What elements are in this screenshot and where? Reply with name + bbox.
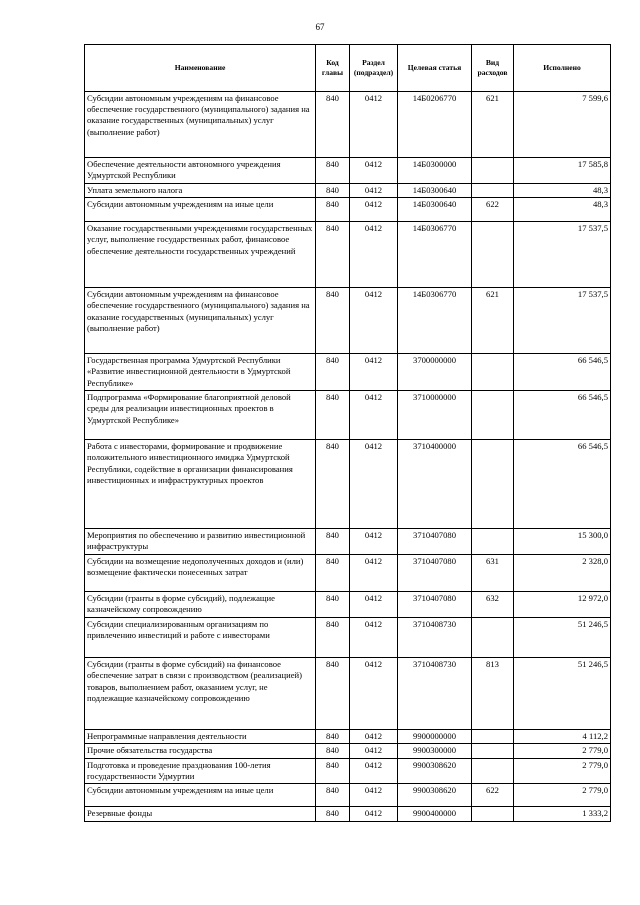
cell-expense-type (472, 618, 514, 658)
cell-name: Непрограммные направления деятельности (85, 730, 316, 744)
cell-executed: 4 112,2 (514, 730, 611, 744)
cell-section: 0412 (350, 784, 398, 807)
table-row (85, 529, 611, 555)
cell-name: Уплата земельного налога (85, 184, 316, 198)
cell-target: 14Б0300000 (398, 158, 472, 184)
cell-section: 0412 (350, 158, 398, 184)
cell-section: 0412 (350, 592, 398, 618)
cell-expense-type (472, 391, 514, 440)
cell-expense-type: 632 (472, 592, 514, 618)
table-row (85, 92, 611, 158)
cell-chapter-code: 840 (316, 391, 350, 440)
cell-name: Субсидии (гранты в форме субсидий) на финансовое обеспечение затрат в связи с производством (реализацией) товаров, выполнением работ, оказанием услуг, не подлежащие казначейскому сопровождению (85, 658, 316, 730)
cell-section: 0412 (350, 184, 398, 198)
cell-target: 3700000000 (398, 354, 472, 391)
cell-name: Субсидии (гранты в форме субсидий), подлежащие казначейскому сопровождению (85, 592, 316, 618)
table-row (85, 288, 611, 354)
header-executed: Исполнено (514, 45, 611, 92)
cell-chapter-code: 840 (316, 658, 350, 730)
cell-section: 0412 (350, 354, 398, 391)
cell-expense-type: 631 (472, 555, 514, 592)
cell-chapter-code: 840 (316, 744, 350, 758)
cell-section: 0412 (350, 758, 398, 783)
page-number: 67 (315, 22, 325, 32)
cell-executed: 48,3 (514, 184, 611, 198)
cell-expense-type (472, 222, 514, 288)
cell-target: 9900308620 (398, 784, 472, 807)
cell-target: 3710408730 (398, 618, 472, 658)
cell-section: 0412 (350, 730, 398, 744)
cell-executed: 15 300,0 (514, 529, 611, 555)
cell-target: 3710407080 (398, 592, 472, 618)
header-section: Раздел (подраздел) (350, 45, 398, 92)
table-row (85, 354, 611, 391)
table-body (85, 92, 611, 822)
cell-target: 3710000000 (398, 391, 472, 440)
cell-chapter-code: 840 (316, 807, 350, 822)
cell-chapter-code: 840 (316, 288, 350, 354)
table-row (85, 222, 611, 288)
cell-chapter-code: 840 (316, 92, 350, 158)
cell-target: 14Б0306770 (398, 222, 472, 288)
cell-name: Субсидии на возмещение недополученных доходов и (или) возмещение фактически понесенных затрат (85, 555, 316, 592)
cell-chapter-code: 840 (316, 784, 350, 807)
cell-chapter-code: 840 (316, 555, 350, 592)
table-row (85, 198, 611, 222)
cell-executed: 2 779,0 (514, 758, 611, 783)
cell-chapter-code: 840 (316, 158, 350, 184)
cell-name: Обеспечение деятельности автономного учреждения Удмуртской Республики (85, 158, 316, 184)
cell-executed: 2 779,0 (514, 784, 611, 807)
table-row (85, 658, 611, 730)
table-row (85, 807, 611, 822)
cell-executed: 17 537,5 (514, 222, 611, 288)
budget-table (84, 44, 611, 822)
cell-name: Субсидии автономным учреждениям на финансовое обеспечение государственного (муниципального) задания на оказание государственных (муниципальных) услуг (выполнение работ) (85, 92, 316, 158)
cell-name: Оказание государственными учреждениями государственных услуг, выполнение государственных работ, финансовое обеспечение деятельности государственных учреждений (85, 222, 316, 288)
cell-section: 0412 (350, 744, 398, 758)
cell-expense-type: 813 (472, 658, 514, 730)
cell-expense-type: 622 (472, 784, 514, 807)
cell-expense-type: 621 (472, 92, 514, 158)
cell-expense-type (472, 730, 514, 744)
cell-section: 0412 (350, 555, 398, 592)
cell-name: Мероприятия по обеспечению и развитию инвестиционной инфраструктуры (85, 529, 316, 555)
cell-expense-type (472, 807, 514, 822)
cell-target: 3710408730 (398, 658, 472, 730)
cell-executed: 7 599,6 (514, 92, 611, 158)
cell-target: 9900308620 (398, 758, 472, 783)
cell-chapter-code: 840 (316, 184, 350, 198)
table-row (85, 758, 611, 783)
cell-target: 14Б0306770 (398, 288, 472, 354)
cell-section: 0412 (350, 198, 398, 222)
cell-target: 14Б0300640 (398, 198, 472, 222)
cell-section: 0412 (350, 807, 398, 822)
cell-target: 9900300000 (398, 744, 472, 758)
table-row (85, 744, 611, 758)
table-header-row (85, 45, 611, 92)
cell-name: Государственная программа Удмуртской Республики «Развитие инвестиционной деятельности в Удмуртской Республике» (85, 354, 316, 391)
cell-chapter-code: 840 (316, 618, 350, 658)
table-row (85, 592, 611, 618)
cell-executed: 17 537,5 (514, 288, 611, 354)
table-row (85, 555, 611, 592)
cell-executed: 51 246,5 (514, 658, 611, 730)
cell-target: 3710400000 (398, 440, 472, 529)
cell-executed: 51 246,5 (514, 618, 611, 658)
cell-section: 0412 (350, 222, 398, 288)
cell-target: 3710407080 (398, 555, 472, 592)
cell-executed: 66 546,5 (514, 440, 611, 529)
cell-expense-type (472, 529, 514, 555)
cell-executed: 66 546,5 (514, 391, 611, 440)
cell-target: 14Б0300640 (398, 184, 472, 198)
header-expense-type: Вид расходов (472, 45, 514, 92)
cell-name: Субсидии автономным учреждениям на иные цели (85, 784, 316, 807)
cell-name: Подготовка и проведение празднования 100-летия государственности Удмуртии (85, 758, 316, 783)
cell-chapter-code: 840 (316, 440, 350, 529)
cell-section: 0412 (350, 391, 398, 440)
header-chapter-code: Код главы (316, 45, 350, 92)
cell-section: 0412 (350, 92, 398, 158)
cell-target: 3710407080 (398, 529, 472, 555)
cell-target: 9900400000 (398, 807, 472, 822)
cell-chapter-code: 840 (316, 758, 350, 783)
cell-expense-type (472, 354, 514, 391)
cell-expense-type: 621 (472, 288, 514, 354)
header-target: Целевая статья (398, 45, 472, 92)
cell-name: Прочие обязательства государства (85, 744, 316, 758)
cell-expense-type (472, 184, 514, 198)
cell-chapter-code: 840 (316, 592, 350, 618)
cell-section: 0412 (350, 440, 398, 529)
cell-executed: 2 779,0 (514, 744, 611, 758)
cell-expense-type (472, 440, 514, 529)
cell-name: Субсидии специализированным организациям по привлечению инвестиций и работе с инвесторами (85, 618, 316, 658)
table-row (85, 184, 611, 198)
cell-executed: 17 585,8 (514, 158, 611, 184)
cell-name: Субсидии автономным учреждениям на иные цели (85, 198, 316, 222)
cell-chapter-code: 840 (316, 198, 350, 222)
table-row (85, 158, 611, 184)
cell-expense-type (472, 744, 514, 758)
table-row (85, 618, 611, 658)
cell-target: 14Б0206770 (398, 92, 472, 158)
header-name: Наименование (85, 45, 316, 92)
cell-section: 0412 (350, 288, 398, 354)
cell-executed: 66 546,5 (514, 354, 611, 391)
cell-executed: 1 333,2 (514, 807, 611, 822)
cell-executed: 48,3 (514, 198, 611, 222)
table-row (85, 784, 611, 807)
cell-chapter-code: 840 (316, 354, 350, 391)
cell-chapter-code: 840 (316, 529, 350, 555)
cell-expense-type (472, 158, 514, 184)
table-row (85, 730, 611, 744)
cell-name: Подпрограмма «Формирование благоприятной деловой среды для реализации инвестиционных проектов в Удмуртской Республике» (85, 391, 316, 440)
cell-chapter-code: 840 (316, 730, 350, 744)
cell-name: Субсидии автономным учреждениям на финансовое обеспечение государственного (муниципального) задания на оказание государственных (муниципальных) услуг (выполнение работ) (85, 288, 316, 354)
cell-name: Работа с инвесторами, формирование и продвижение положительного инвестиционного имиджа Удмуртской Республики, содействие в организации финансирования инвестиционных и инфраструктурных проектов (85, 440, 316, 529)
cell-section: 0412 (350, 618, 398, 658)
cell-expense-type: 622 (472, 198, 514, 222)
cell-executed: 2 328,0 (514, 555, 611, 592)
cell-section: 0412 (350, 529, 398, 555)
cell-chapter-code: 840 (316, 222, 350, 288)
cell-target: 9900000000 (398, 730, 472, 744)
cell-expense-type (472, 758, 514, 783)
cell-name: Резервные фонды (85, 807, 316, 822)
table-row (85, 391, 611, 440)
table-row (85, 440, 611, 529)
cell-executed: 12 972,0 (514, 592, 611, 618)
cell-section: 0412 (350, 658, 398, 730)
